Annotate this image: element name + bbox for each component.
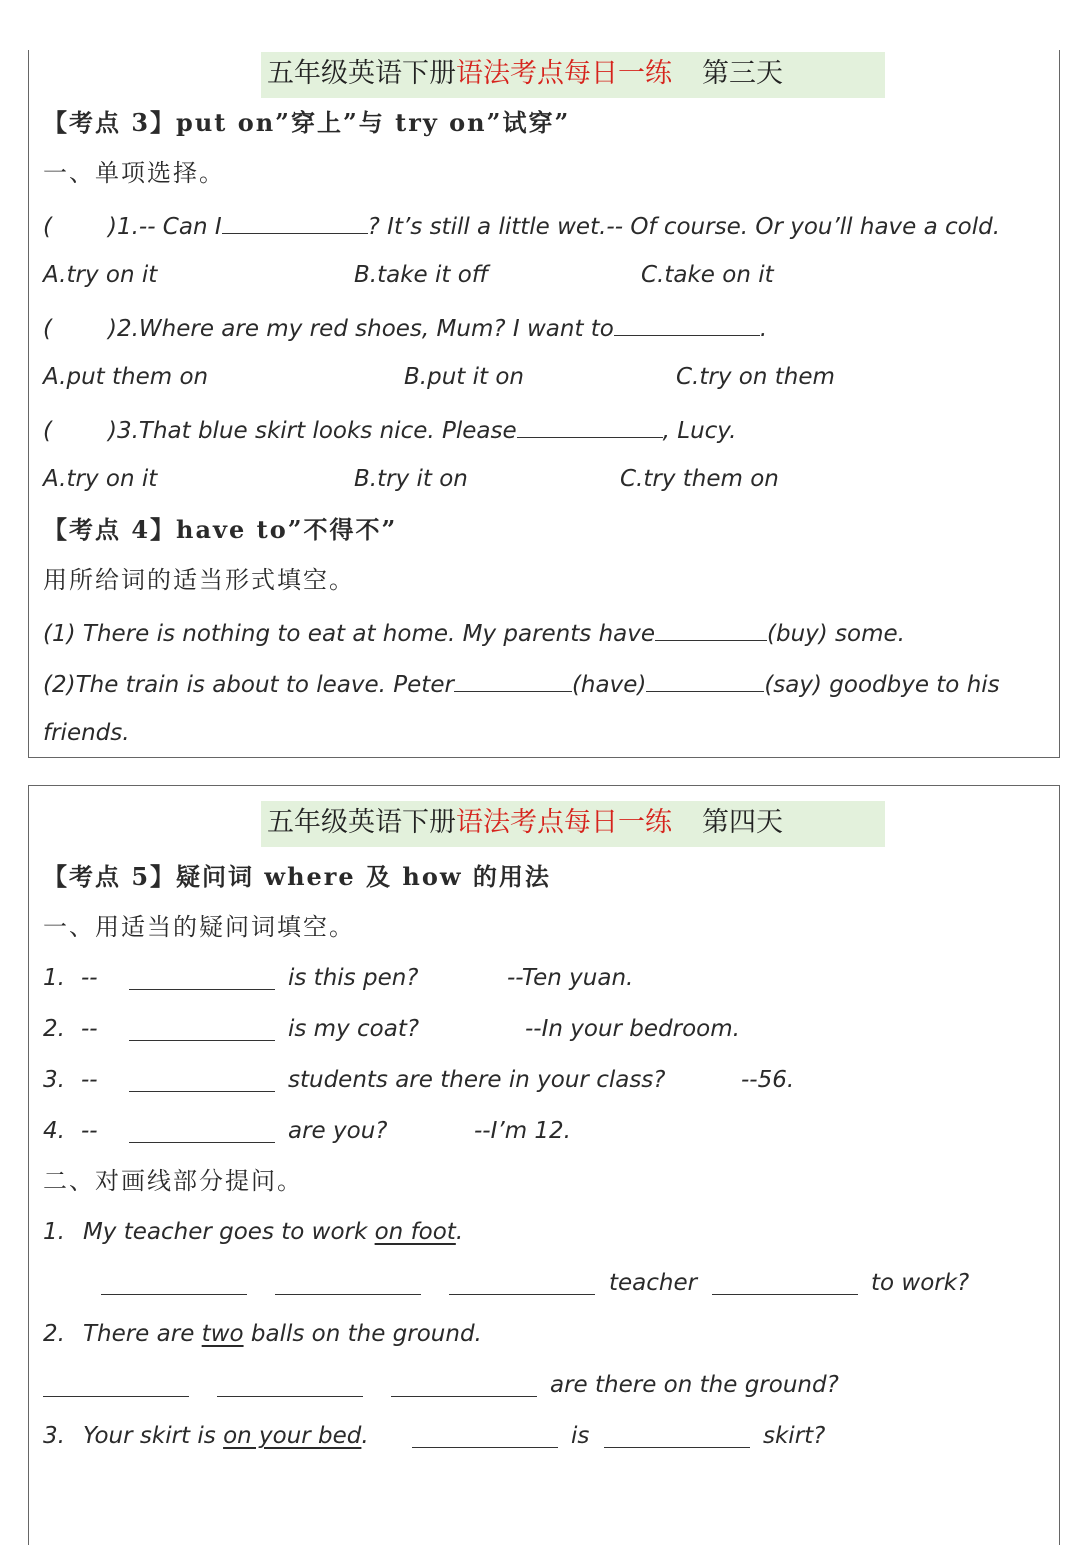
day3-title: 五年级英语下册语法考点每日一练 第三天 xyxy=(267,58,783,89)
answer-blank[interactable] xyxy=(604,1423,750,1448)
q3-option-a: A.try on it xyxy=(43,466,158,492)
day4-section1-heading: 一、用适当的疑问词填空。 xyxy=(43,913,355,941)
q2-option-c: C.try on them xyxy=(676,364,835,390)
point3-heading: 【考点 3】put on”穿上”与 try on”试穿” xyxy=(43,108,571,137)
q1-option-c: C.take on it xyxy=(641,262,774,288)
answer-blank[interactable] xyxy=(275,1270,421,1295)
point5-heading: 【考点 5】疑问词 where 及 how 的用法 xyxy=(43,862,551,891)
answer-blank[interactable] xyxy=(614,311,760,336)
answer-blank[interactable] xyxy=(391,1372,537,1397)
question-word-row: 2. -- is my coat? --In your bedroom. xyxy=(43,1016,740,1042)
answer-blank[interactable] xyxy=(129,1067,275,1092)
rewrite-question-1: 1. My teacher goes to work on foot. xyxy=(43,1219,464,1245)
answer-blank[interactable] xyxy=(129,1118,275,1143)
answer-blank[interactable] xyxy=(517,413,663,438)
point4-heading: 【考点 4】have to”不得不” xyxy=(43,515,398,544)
q1-option-b: B.take it off xyxy=(354,262,489,288)
q2-option-a: A.put them on xyxy=(43,364,209,390)
fill-question-2-continued: friends. xyxy=(43,720,130,746)
q3-option-c: C.try them on xyxy=(620,466,779,492)
question-word-row: 4. -- are you? --I’m 12. xyxy=(43,1118,571,1144)
answer-blank[interactable] xyxy=(712,1270,858,1295)
day4-card xyxy=(28,785,1060,1545)
rewrite-answer-1: teacher to work? xyxy=(43,1268,1043,1298)
day4-section2-heading: 二、对画线部分提问。 xyxy=(43,1167,303,1195)
question-3: ( )3.That blue skirt looks nice. Please , Lucy. xyxy=(43,413,736,446)
answer-blank[interactable] xyxy=(101,1270,247,1295)
rewrite-question-3: 3. Your skirt is on your bed. is skirt? xyxy=(43,1423,826,1449)
answer-blank[interactable] xyxy=(43,1372,189,1397)
answer-blank[interactable] xyxy=(129,965,275,990)
day3-card xyxy=(28,50,1060,758)
fill-question-2: (2)The train is about to leave. Peter (have) (say) goodbye to his xyxy=(43,667,1000,700)
q3-option-b: B.try it on xyxy=(354,466,468,492)
question-2: ( )2.Where are my red shoes, Mum? I want to . xyxy=(43,311,767,344)
answer-blank[interactable] xyxy=(222,209,368,234)
day4-title-bar xyxy=(261,801,885,847)
answer-blank[interactable] xyxy=(454,667,572,692)
fill-question-1: (1) There is nothing to eat at home. My parents have (buy) some. xyxy=(43,616,905,649)
answer-blank[interactable] xyxy=(655,616,767,641)
fill-instruction: 用所给词的适当形式填空。 xyxy=(43,566,355,594)
q1-option-a: A.try on it xyxy=(43,262,158,288)
day3-section1-heading: 一、单项选择。 xyxy=(43,159,225,187)
question-1: ( )1.-- Can I ? It’s still a little wet.-- Of course. Or you’ll have a cold. xyxy=(43,209,1000,242)
q2-option-b: B.put it on xyxy=(404,364,524,390)
rewrite-question-2: 2. There are two balls on the ground. xyxy=(43,1321,482,1347)
answer-blank[interactable] xyxy=(129,1016,275,1041)
answer-blank[interactable] xyxy=(449,1270,595,1295)
answer-blank[interactable] xyxy=(646,667,764,692)
answer-blank[interactable] xyxy=(412,1423,558,1448)
question-word-row: 1. -- is this pen? --Ten yuan. xyxy=(43,965,634,991)
rewrite-answer-2: are there on the ground? xyxy=(43,1370,1043,1400)
question-word-row: 3. -- students are there in your class? --56. xyxy=(43,1067,795,1093)
answer-blank[interactable] xyxy=(217,1372,363,1397)
day3-title-bar xyxy=(261,52,885,98)
day4-title: 五年级英语下册语法考点每日一练 第四天 xyxy=(267,807,783,838)
